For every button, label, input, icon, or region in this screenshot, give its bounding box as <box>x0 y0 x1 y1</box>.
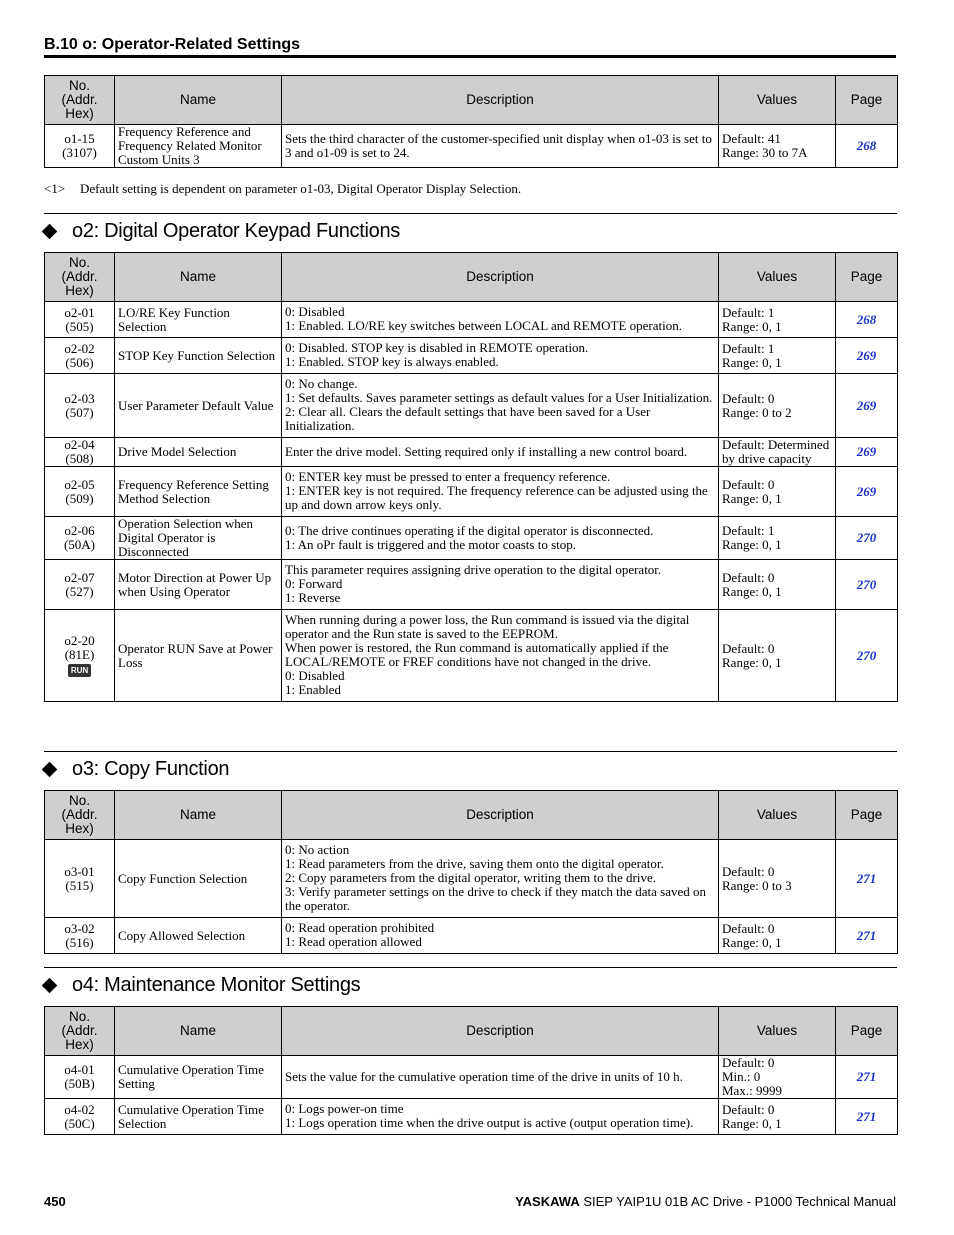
param-address: (506) <box>65 354 94 370</box>
table-row <box>45 302 898 338</box>
description-line: 0: No action <box>285 842 350 857</box>
description-line: 1: Read operation allowed <box>285 934 422 949</box>
param-address: (50B) <box>64 1076 95 1091</box>
param-name: Frequency Reference Setting Method Selection <box>118 476 269 506</box>
value-line: Range: 0, 1 <box>722 490 782 506</box>
param-name: Operation Selection when Digital Operator is Disconnected <box>118 516 254 559</box>
page-link-cell <box>836 438 898 467</box>
footnote-text: Default setting is dependent on parameter o1-03, Digital Operator Display Selection. <box>80 181 522 196</box>
description-line: 0: Logs power-on time <box>285 1101 404 1116</box>
value-line: Default: 1 <box>722 523 775 538</box>
run-badge-icon: RUN <box>68 664 91 677</box>
param-name-cell <box>115 438 282 467</box>
param-number: o2-01 <box>64 304 95 320</box>
param-number-cell <box>45 125 115 168</box>
subsection-title: o3: Copy Function <box>72 758 230 780</box>
column-header-page: Page <box>836 791 898 840</box>
param-address: (509) <box>65 490 94 506</box>
column-header-no: No. (Addr. Hex) <box>45 791 115 840</box>
column-header-description: Description <box>282 791 719 840</box>
param-description-cell <box>282 560 719 610</box>
param-name: Copy Allowed Selection <box>118 927 246 943</box>
param-number-cell <box>45 467 115 517</box>
divider <box>44 751 897 752</box>
description-line: Enter the drive model. Setting required only if installing a new control board. <box>285 443 688 459</box>
param-number-cell <box>45 438 115 467</box>
description-line: 2: Copy parameters from the digital operator, writing them to the drive. <box>285 870 656 885</box>
param-number-cell <box>45 338 115 374</box>
description-line: 1: Read parameters from the drive, saving them onto the digital operator. <box>285 856 664 871</box>
param-name: Motor Direction at Power Up when Using Operator <box>118 569 272 599</box>
description-line: 1: Enabled. STOP key is always enabled. <box>285 354 499 369</box>
description-line: 1: Reverse <box>285 590 341 605</box>
column-header-no: No. (Addr. Hex) <box>45 253 115 302</box>
description-line: 2: Clear all. Clears the default settings that have been saved for a User Initialization. <box>285 404 651 433</box>
param-description-cell <box>282 338 719 374</box>
page-link[interactable]: 269 <box>856 347 877 363</box>
column-header-no: No. (Addr. Hex) <box>45 76 115 125</box>
param-number: o4-02 <box>64 1101 95 1117</box>
column-header-description: Description <box>282 1007 719 1056</box>
param-name-cell <box>115 517 282 560</box>
param-name-cell <box>115 302 282 338</box>
page-link-cell <box>836 517 898 560</box>
param-values-cell <box>719 610 836 702</box>
column-header-description: Description <box>282 253 719 302</box>
table-o1 <box>44 75 898 168</box>
value-line: Default: 1 <box>722 340 775 356</box>
param-name-cell <box>115 610 282 702</box>
description-line: 0: The drive continues operating if the digital operator is disconnected. <box>285 522 654 538</box>
footer-brand: YASKAWA <box>515 1194 580 1209</box>
section-header <box>44 33 896 58</box>
table-row <box>45 560 898 610</box>
param-values-cell <box>719 918 836 954</box>
column-header-name: Name <box>115 253 282 302</box>
table-row <box>45 467 898 517</box>
table-header-row <box>45 791 898 840</box>
param-description-cell <box>282 467 719 517</box>
table-row <box>45 1099 898 1135</box>
value-line: Range: 0, 1 <box>722 654 782 670</box>
param-number: o2-20 <box>64 633 95 648</box>
param-number: o2-06 <box>64 523 95 538</box>
param-values-cell <box>719 517 836 560</box>
description-line: 0: Disabled <box>285 668 345 683</box>
value-line: Max.: 9999 <box>722 1083 782 1098</box>
param-address: (3107) <box>62 145 97 160</box>
description-line: 0: Disabled <box>285 304 345 319</box>
column-header-page: Page <box>836 1007 898 1056</box>
param-name-cell <box>115 125 282 168</box>
description-line: This parameter requires assigning drive operation to the digital operator. <box>285 562 662 577</box>
page-link-cell <box>836 610 898 702</box>
param-number: o2-03 <box>64 390 95 406</box>
description-line: 0: Read operation prohibited <box>285 920 435 935</box>
param-number: o2-07 <box>64 569 95 585</box>
table-header-row <box>45 1007 898 1056</box>
page-link[interactable]: 269 <box>856 397 877 413</box>
subsection-title: o4: Maintenance Monitor Settings <box>72 974 361 996</box>
param-address: (515) <box>65 877 94 893</box>
param-name-cell <box>115 467 282 517</box>
page-link-cell <box>836 560 898 610</box>
column-header-values: Values <box>719 76 836 125</box>
table-row <box>45 840 898 918</box>
value-line: Default: 0 <box>722 1055 775 1070</box>
value-line: Default: 1 <box>722 304 775 320</box>
table-row <box>45 438 898 467</box>
description-line: 0: Forward <box>285 576 343 591</box>
value-line: Default: 0 <box>722 1101 775 1117</box>
table-o2 <box>44 252 898 702</box>
value-line: Default: 41 <box>722 131 781 146</box>
page-link[interactable]: 271 <box>856 870 877 886</box>
page-link[interactable]: 271 <box>856 927 877 943</box>
page-link[interactable]: 269 <box>856 483 877 499</box>
table-row <box>45 125 898 168</box>
column-header-page: Page <box>836 76 898 125</box>
page-link[interactable]: 271 <box>856 1108 877 1124</box>
param-name: Cumulative Operation Time Selection <box>118 1101 264 1131</box>
param-description-cell <box>282 1099 719 1135</box>
table-row <box>45 374 898 438</box>
param-values-cell <box>719 1099 836 1135</box>
param-number: o4-01 <box>64 1062 95 1077</box>
param-number-cell <box>45 918 115 954</box>
value-line: Default: 0 <box>722 640 775 656</box>
description-line: 1: Enabled. LO/RE key switches between LOCAL and REMOTE operation. <box>285 318 683 333</box>
param-values-cell <box>719 302 836 338</box>
param-values-cell <box>719 1056 836 1099</box>
description-line: 1: Logs operation time when the drive output is active (output operation time). <box>285 1115 694 1130</box>
table-o4 <box>44 1006 898 1135</box>
description-line: 1: ENTER key is not required. The frequency reference can be adjusted using the up and down arrow keys only. <box>285 483 708 512</box>
value-line: Default: 0 <box>722 569 775 585</box>
value-line: Default: 0 <box>722 920 775 936</box>
column-header-page: Page <box>836 253 898 302</box>
page-link-cell <box>836 125 898 168</box>
value-line: Default: Determined by drive capacity <box>722 437 830 466</box>
param-values-cell <box>719 338 836 374</box>
param-number-cell <box>45 374 115 438</box>
param-number-cell <box>45 560 115 610</box>
page-link-cell <box>836 918 898 954</box>
param-number-cell <box>45 1056 115 1099</box>
param-description-cell <box>282 610 719 702</box>
page-link-cell <box>836 467 898 517</box>
param-address: (508) <box>65 451 94 466</box>
subsection-title: o2: Digital Operator Keypad Functions <box>72 220 400 242</box>
value-line: Default: 0 <box>722 390 775 406</box>
param-description-cell <box>282 438 719 467</box>
page-link-cell <box>836 1056 898 1099</box>
divider <box>44 967 897 968</box>
param-number: o1-15 <box>64 131 95 146</box>
param-number-cell <box>45 610 115 702</box>
page-link-cell <box>836 338 898 374</box>
footer-manual-title <box>515 1194 896 1209</box>
footer-page-number: 450 <box>44 1194 66 1209</box>
param-description-cell <box>282 1056 719 1099</box>
param-number: o2-05 <box>64 476 95 492</box>
description-line: 0: No change. <box>285 376 358 391</box>
param-number-cell <box>45 517 115 560</box>
column-header-no: No. (Addr. Hex) <box>45 1007 115 1056</box>
param-number-cell <box>45 840 115 918</box>
param-name-cell <box>115 374 282 438</box>
param-address: (516) <box>65 934 94 950</box>
description-line: 3: Verify parameter settings on the drive to check if they match the data saved on the operator. <box>285 884 707 913</box>
param-values-cell <box>719 467 836 517</box>
param-address: (507) <box>65 404 94 420</box>
param-name: Cumulative Operation Time Setting <box>118 1062 264 1091</box>
table-header-row <box>45 76 898 125</box>
page-link-cell <box>836 840 898 918</box>
page-link[interactable]: 269 <box>856 444 877 459</box>
footer-manual-name: SIEP YAIP1U 01B AC Drive - P1000 Technical Manual <box>583 1194 896 1209</box>
param-description-cell <box>282 125 719 168</box>
param-values-cell <box>719 374 836 438</box>
column-header-values: Values <box>719 791 836 840</box>
table-row <box>45 1056 898 1099</box>
description-line: 1: Set defaults. Saves parameter settings as default values for a User Initialization. <box>285 390 713 405</box>
param-name-cell <box>115 840 282 918</box>
param-name: Copy Function Selection <box>118 870 248 886</box>
param-values-cell <box>719 840 836 918</box>
column-header-name: Name <box>115 1007 282 1056</box>
table-header-row <box>45 253 898 302</box>
param-name: Operator RUN Save at Power Loss <box>118 640 273 670</box>
param-address: (50C) <box>64 1115 95 1131</box>
value-line: Range: 0, 1 <box>722 1115 782 1131</box>
param-name: User Parameter Default Value <box>118 397 274 413</box>
param-values-cell <box>719 438 836 467</box>
param-values-cell <box>719 560 836 610</box>
param-name-cell <box>115 1056 282 1099</box>
footnote-mark: <1> <box>44 181 66 196</box>
param-name-cell <box>115 1099 282 1135</box>
table-row <box>45 610 898 702</box>
value-line: Default: 0 <box>722 476 775 492</box>
table-row <box>45 918 898 954</box>
page-link[interactable]: 268 <box>856 311 877 327</box>
param-description-cell <box>282 918 719 954</box>
param-address: (50A) <box>63 537 96 552</box>
description-line: When running during a power loss, the Run command is issued via the digital operator and the Run state is saved to the EEPROM. <box>285 612 690 641</box>
footnote <box>44 181 521 197</box>
param-number-cell <box>45 1099 115 1135</box>
page-link[interactable]: 270 <box>856 647 877 663</box>
section-title: B.10 o: Operator-Related Settings <box>44 36 301 53</box>
param-description-cell <box>282 374 719 438</box>
page-link-cell <box>836 302 898 338</box>
value-line: Min.: 0 <box>722 1069 761 1084</box>
param-number: o2-04 <box>64 437 95 452</box>
param-address: (505) <box>65 318 94 334</box>
value-line: Range: 0, 1 <box>722 934 782 950</box>
page-link[interactable]: 270 <box>856 576 877 592</box>
value-line: Range: 0 to 3 <box>722 877 792 893</box>
column-header-values: Values <box>719 1007 836 1056</box>
param-description-cell <box>282 517 719 560</box>
table-o3 <box>44 790 898 954</box>
value-line: Range: 0, 1 <box>722 583 782 599</box>
param-name: Frequency Reference and Frequency Related Monitor Custom Units 3 <box>118 124 262 167</box>
param-description-cell <box>282 302 719 338</box>
param-name-cell <box>115 338 282 374</box>
value-line: Range: 0, 1 <box>722 318 782 334</box>
value-line: Range: 0, 1 <box>722 354 782 370</box>
param-address: (81E) <box>64 647 95 662</box>
table-row <box>45 517 898 560</box>
param-name: Drive Model Selection <box>118 444 237 459</box>
value-line: Range: 0 to 2 <box>722 404 792 420</box>
diamond-bullet-icon <box>42 978 58 994</box>
param-number-cell <box>45 302 115 338</box>
description-line: Sets the value for the cumulative operation time of the drive in units of 10 h. <box>285 1068 683 1084</box>
value-line: Default: 0 <box>722 863 775 879</box>
description-line: 0: Disabled. STOP key is disabled in REMOTE operation. <box>285 340 589 355</box>
value-line: Range: 0, 1 <box>722 537 782 552</box>
value-line: Range: 30 to 7A <box>722 145 808 160</box>
param-name-cell <box>115 918 282 954</box>
page-link[interactable]: 270 <box>856 530 877 545</box>
description-line: 1: An oPr fault is triggered and the motor coasts to stop. <box>285 536 577 552</box>
page-link[interactable]: 268 <box>856 138 877 153</box>
description-line: When power is restored, the Run command is automatically applied if the LOCAL/REMOTE or FREF conditions have not changed in the drive. <box>285 640 669 669</box>
param-number: o3-01 <box>64 863 95 879</box>
param-name-cell <box>115 560 282 610</box>
column-header-description: Description <box>282 76 719 125</box>
param-name: STOP Key Function Selection <box>118 347 276 363</box>
page-link-cell <box>836 374 898 438</box>
description-line: Sets the third character of the customer-specified unit display when o1-03 is set to 3 and o1-09 is set to 24. <box>285 130 712 160</box>
param-address: (527) <box>65 583 94 599</box>
param-name: LO/RE Key Function Selection <box>118 304 230 334</box>
description-line: 0: ENTER key must be pressed to enter a frequency reference. <box>285 469 611 484</box>
param-number: o3-02 <box>64 920 95 936</box>
divider <box>44 213 897 214</box>
column-header-name: Name <box>115 791 282 840</box>
table-row <box>45 338 898 374</box>
param-number: o2-02 <box>64 340 95 356</box>
column-header-name: Name <box>115 76 282 125</box>
column-header-values: Values <box>719 253 836 302</box>
param-values-cell <box>719 125 836 168</box>
param-description-cell <box>282 840 719 918</box>
page-link[interactable]: 271 <box>856 1069 877 1084</box>
page-link-cell <box>836 1099 898 1135</box>
description-line: 1: Enabled <box>285 682 341 697</box>
diamond-bullet-icon <box>42 762 58 778</box>
diamond-bullet-icon <box>42 224 58 240</box>
